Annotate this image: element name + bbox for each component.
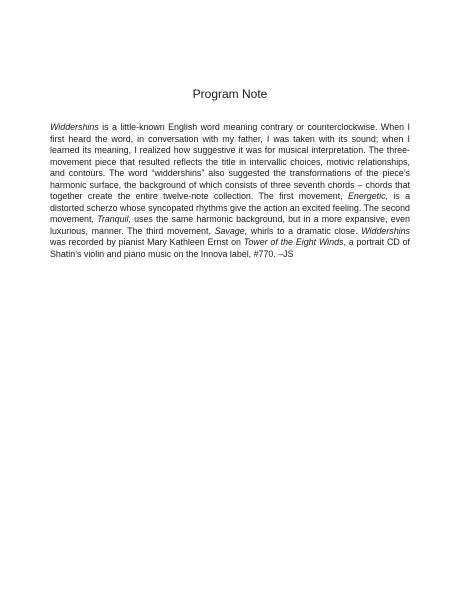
text-run-third-movement: whirls to a dramatic close. xyxy=(247,225,362,236)
text-run-italic-cd-title: Tower of the Eight Winds xyxy=(243,237,344,247)
text-run-closing: , a portrait CD of Shatin’s violin and piano music on the Innova label, #770. –JS xyxy=(50,237,410,259)
text-run-italic-widdershins-2: Widdershins xyxy=(361,225,410,236)
text-run-intro: is a little-known English word meaning contrary or counterclockwise. When I first heard the word, in conversation with my father, I was taken with its sound; when I learned its meaning, I realized how suggestive it was for musical interpretation. The three-movement piece that resulted reflects the title in intervallic choices, motivic relationships, and contours. The word “widdershins” also suggested the transformations of the piece’s harmonic surface, the background of which consists of three seventh chords – chords that together create the entire twelve-note collection. The first movement, xyxy=(50,122,410,201)
text-run-first-movement: is a distorted scherzo whose syncopated rhythms give the action an excited feeling. The second movement, xyxy=(50,191,411,224)
text-run-italic-energetic: Energetic, xyxy=(348,191,388,201)
text-run-italic-savage: Savage, xyxy=(214,225,248,236)
text-run-recording: was recorded by pianist Mary Kathleen Ernst on xyxy=(50,237,244,247)
text-run-italic-widdershins: Widdershins xyxy=(50,122,99,132)
program-note-paragraph xyxy=(50,122,410,260)
text-run-second-movement: uses the same harmonic background, but in a more expansive, even luxurious, manner. The third movement, xyxy=(50,214,410,236)
text-run-italic-tranquil: Tranquil, xyxy=(97,214,131,224)
document-title: Program Note xyxy=(192,87,268,101)
